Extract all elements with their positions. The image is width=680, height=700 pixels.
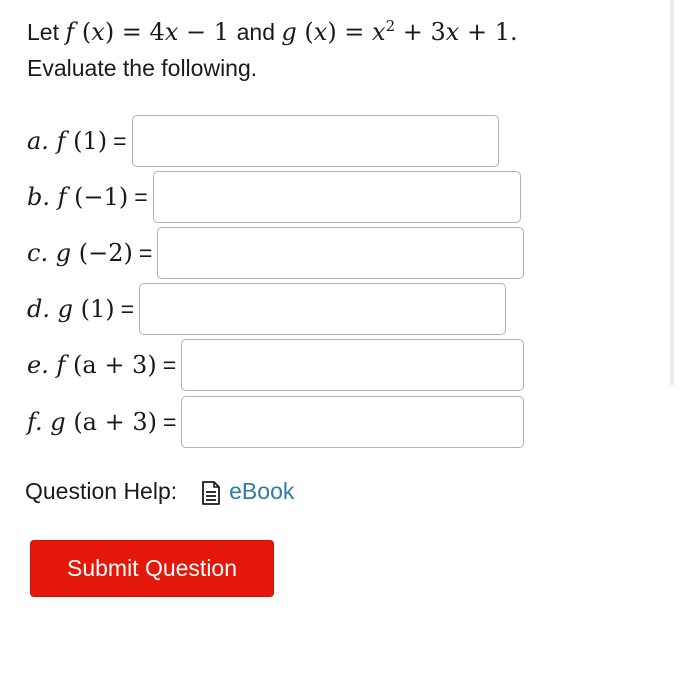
part-a-equals: =	[113, 127, 127, 154]
part-b-answer-input[interactable]	[153, 171, 521, 223]
part-c-equals: =	[138, 239, 153, 266]
f-definition: f (x) = 4x − 1	[65, 18, 237, 46]
part-f-label: f. g (a + 3)	[27, 408, 157, 436]
problem-statement	[27, 8, 518, 86]
part-f-answer-input[interactable]	[181, 396, 524, 448]
part-c-label: c. g (−2)	[27, 239, 133, 267]
part-e-row	[27, 339, 524, 391]
part-e-equals: =	[162, 351, 177, 378]
g-definition: g $(x) = x^2 + 3x + 1$.	[281, 17, 518, 46]
part-c-answer-input[interactable]	[157, 227, 524, 279]
question-help-label: Question Help:	[25, 478, 178, 504]
part-b-equals: =	[134, 183, 148, 210]
part-e-label: e. f (a + 3)	[27, 351, 157, 379]
part-a-row	[27, 115, 499, 167]
submit-question-button[interactable]: Submit Question	[30, 540, 274, 597]
instruction-text: Evaluate the following.	[27, 55, 258, 81]
question-help	[25, 473, 294, 509]
part-f-row	[27, 396, 524, 448]
part-c-row	[27, 227, 524, 279]
part-f-equals: =	[162, 408, 177, 435]
part-b-row	[27, 171, 521, 223]
part-a-label: a. f (1)	[27, 127, 108, 155]
part-d-answer-input[interactable]	[139, 283, 506, 335]
part-d-equals: =	[120, 295, 135, 322]
problem-definition-line	[27, 8, 518, 50]
document-icon[interactable]	[201, 479, 221, 503]
scroll-edge-divider	[670, 0, 674, 385]
part-d-row	[27, 283, 506, 335]
part-a-answer-input[interactable]	[132, 115, 499, 167]
let-word: Let	[27, 19, 59, 45]
part-e-answer-input[interactable]	[181, 339, 524, 391]
part-b-label: b. f (−1)	[27, 183, 129, 211]
and-word: and	[236, 19, 275, 45]
part-d-label: d. g (1)	[27, 295, 115, 323]
ebook-link[interactable]: eBook	[229, 478, 295, 504]
